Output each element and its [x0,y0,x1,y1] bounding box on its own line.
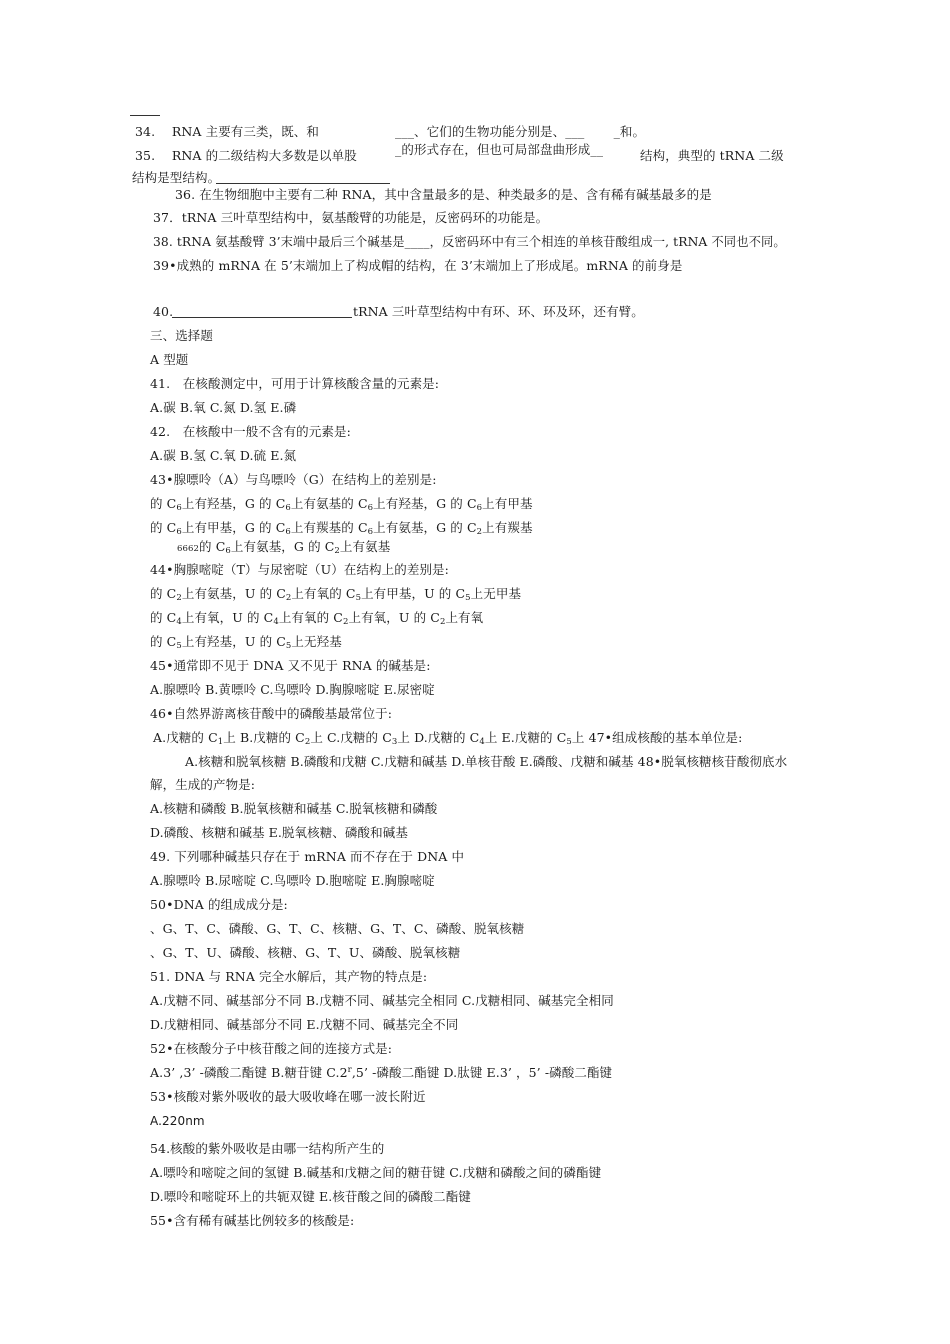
q36: 36. 在生物细胞中主要有二种 RNA，其中含量最多的是、种类最多的是、含有稀有碱基最多的是 [175,187,712,202]
q43-option-3: 6662的 $C_6$上有氨基，G 的 $C_2$上有氨基 [177,539,391,556]
q51-stem: 51. DNA 与 RNA 完全水解后，其产物的特点是: [150,969,428,984]
q46-stem: 46•自然界游离核苷酸中的磷酸基最常位于: [150,706,393,721]
q50-options-1: 、G、T、C、磷酸、G、T、C、核糖、G、T、C、磷酸、脱氧核糖 [150,921,525,936]
q51-options-1: A.戊糖不同、碱基部分不同 B.戊糖不同、碱基完全相同 C.戊糖相同、碱基完全相同 [150,993,614,1008]
q41-stem: 41. 在核酸测定中，可用于计算核酸含量的元素是: [150,376,440,391]
q52-options: A.3’ ,3’ -磷酸二酯键 B.糖苷键 C.2$^r$,5’ -磷酸二酯键 D.肽键 E.3’ ，5’ -磷酸二酯键 [150,1064,613,1080]
q48-options-1: A.核糖和磷酸 B.脱氧核糖和碱基 C.脱氧核糖和磷酸 [150,801,438,816]
q45-options: A.腺嘌呤 B.黄嘌呤 C.鸟嘌呤 D.胸腺嘧啶 E.尿密啶 [150,682,435,697]
q50-options-2: 、G、T、U、磷酸、核糖、G、T、U、磷酸、脱氧核糖 [150,945,461,960]
q44-option-1: 的 $C_2$上有氨基，U 的 $C_2$上有氧的 $C_5$上有甲基，U 的 $C_5$上无甲基 [150,586,522,603]
q42-stem: 42. 在核酸中一般不含有的元素是: [150,424,351,439]
top-rule [130,115,160,116]
q44-option-3: 的 $C_5$上有羟基，U 的 $C_5$上无羟基 [150,634,342,651]
type-a-label: A 型题 [150,352,189,367]
q43-stem: 43•腺嘌呤（A）与鸟嘌呤（G）在结构上的差别是: [150,472,437,487]
q34-left: 34. RNA 主要有三类，既、和 [135,124,320,139]
q35-left: 35. RNA 的二级结构大多数是以单股 [135,148,357,163]
q54-stem: 54.核酸的紫外吸收是由哪一结构所产生的 [150,1141,385,1156]
q48-stem-cont: 解，生成的产物是: [150,777,256,792]
q44-stem: 44•胸腺嘧啶（T）与尿密啶（U）在结构上的差别是: [150,562,449,577]
q53-option-a: A.220nm [150,1114,205,1128]
q38: 38. tRNA 氨基酸臂 3’末端中最后三个碱基是____，反密码环中有三个相连的单核苷酸组成一, tRNA 不同也不同。 [153,235,786,249]
q54-options-2: D.嘌呤和嘧啶环上的共轭双键 E.核苷酸之间的磷酸二酯键 [150,1189,471,1204]
q55-stem: 55•含有稀有碱基比例较多的核酸是: [150,1213,355,1228]
q37: 37．tRNA 三叶草型结构中，氨基酸臂的功能是，反密码环的功能是。 [153,210,549,225]
q35-blank [216,183,390,184]
q40-blank [172,317,352,318]
q50-stem: 50•DNA 的组成成分是: [150,897,288,912]
q35-mid: _的形式存在，但也可局部盘曲形成__ [395,142,604,157]
q47-options: A.核糖和脱氧核糖 B.磷酸和戊糖 C.戊糖和碱基 D.单核苷酸 E.磷酸、戊糖和碱基 48•脱氧核糖核苷酸彻底水 [185,754,788,769]
q40-number: 40. [153,304,174,319]
q42-options: A.碳 B.氢 C.氧 D.硫 E.氮 [150,448,297,463]
q35-cont: 结构是型结构。 [132,170,221,185]
section-title: 三、选择题 [150,328,214,343]
q35-right: 结构，典型的 tRNA 二级 [640,148,784,163]
q43-option-1: 的 $C_6$上有羟基，G 的 $C_6$上有氨基的 $C_6$上有羟基，G 的 $C_6$上有甲基 [150,496,533,513]
q45-stem: 45•通常即不见于 DNA 又不见于 RNA 的碱基是: [150,658,431,673]
q43-option-2: 的 $C_6$上有甲基，G 的 $C_6$上有羰基的 $C_6$上有氨基，G 的 $C_2$上有羰基 [150,520,533,537]
q54-options-1: A.嘌呤和嘧啶之间的氢键 B.碱基和戊糖之间的糖苷键 C.戊糖和磷酸之间的磷酯键 [150,1165,602,1180]
q40-text: tRNA 三叶草型结构中有环、环、环及环，还有臂。 [353,304,644,319]
q49-stem: 49. 下列哪种碱基只存在于 mRNA 而不存在于 DNA 中 [150,849,465,864]
q48-options-2: D.磷酸、核糖和碱基 E.脱氧核糖、磷酸和碱基 [150,825,408,840]
q44-option-2: 的 $C_4$上有氧，U 的 $C_4$上有氧的 $C_2$上有氧，U 的 $C_2$上有氧 [150,610,484,627]
q51-options-2: D.戊糖相同、碱基部分不同 E.戊糖不同、碱基完全不同 [150,1017,459,1032]
q34-right: ___、它们的生物功能分别是、___ _和。 [395,124,646,139]
q46-options: A.戊糖的 $C_1$上 B.戊糖的 $C_2$上 C.戊糖的 $C_3$上 D.戊糖的 $C_4$上 E.戊糖的 $C_5$上 47•组成核酸的基本单位是: [153,730,743,747]
q41-options: A.碳 B.氧 C.氮 D.氢 E.磷 [150,400,297,415]
q49-options: A.腺嘌呤 B.尿嘧啶 C.鸟嘌呤 D.胞嘧啶 E.胸腺嘧啶 [150,873,435,888]
q53-stem: 53•核酸对紫外吸收的最大吸收峰在哪一波长附近 [150,1089,426,1104]
q39: 39•成熟的 mRNA 在 5’末端加上了构成帽的结构，在 3’末端加上了形成尾。mRNA 的前身是 [153,258,683,273]
q52-stem: 52•在核酸分子中核苷酸之间的连接方式是: [150,1041,393,1056]
